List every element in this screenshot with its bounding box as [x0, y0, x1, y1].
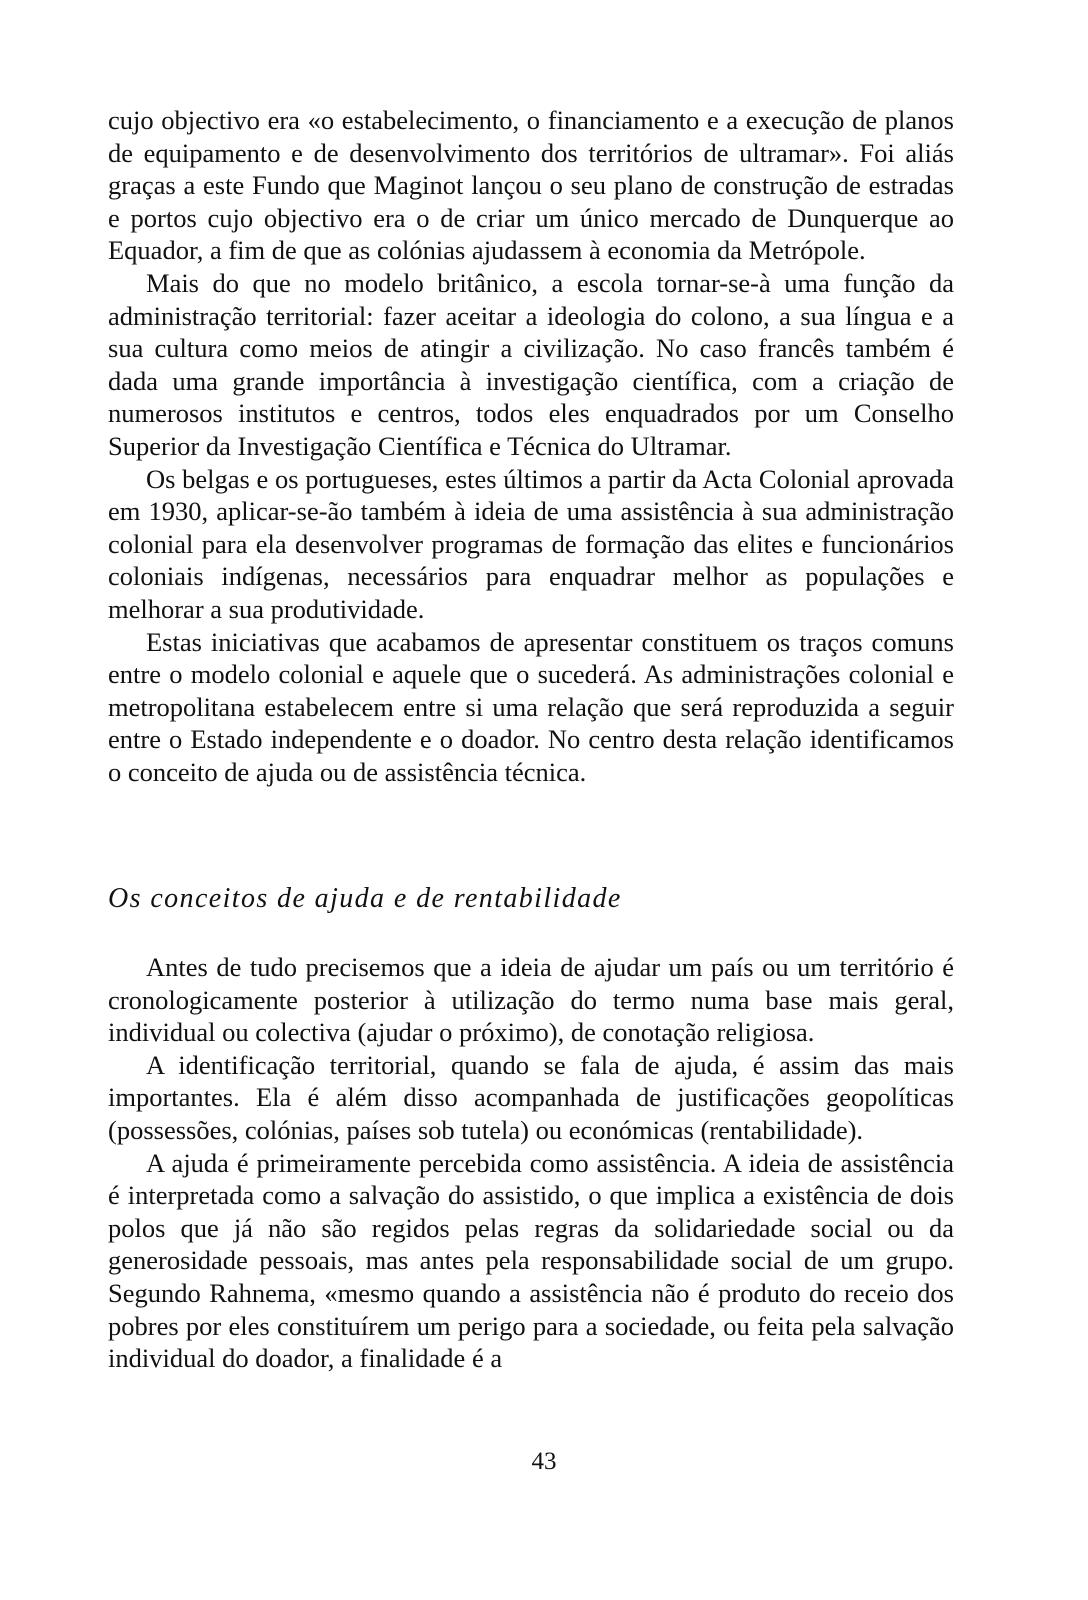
paragraph-territorial-identification: A identificação territorial, quando se fala de ajuda, é assim das mais importantes. Ela é além disso acompanhada de justificações geopolíticas (possessões, colónias, países sob tutela) ou económicas (rentabilidade).	[108, 1049, 954, 1145]
paragraph-school: Mais do que no modelo britânico, a escola tornar-se-à uma função da administração territorial: fazer aceitar a ideologia do colono, a sua língua e a sua cultura como meios de atingir a civilização. No caso francês também é dada uma grande importância à investigação científica, com a criação de numerosos institutos e centros, todos eles enquadrados por um Conselho Superior da Investigação Científica e Técnica do Ultramar.	[108, 267, 954, 461]
paragraph-continuation: cujo objectivo era «o estabelecimento, o financiamento e a execução de planos de equipamento e de desenvolvimento dos territórios de ultramar». Foi aliás graças a este Fundo que Maginot lançou o seu plano de construção de estradas e portos cujo objectivo era o de criar um único mercado de Dunquerque ao Equador, a fim de que as colónias ajudassem à economia da Metrópole.	[108, 105, 954, 266]
section-heading: Os conceitos de ajuda e de rentabilidade	[108, 883, 622, 914]
paragraph-initiatives: Estas iniciativas que acabamos de apresentar constituem os traços comuns entre o modelo colonial e aquele que o sucederá. As administrações colonial e metropolitana estabelecem entre si uma relação que será reproduzida a seguir entre o Estado independente e o doador. No centro desta relação identificamos o conceito de ajuda ou de assistência técnica.	[108, 626, 954, 787]
page-number: 43	[531, 1448, 557, 1475]
paragraph-help-idea: Antes de tudo precisemos que a ideia de ajudar um país ou um território é cronologicamente posterior à utilização do termo numa base mais geral, individual ou colectiva (ajudar o próximo), de conotação religiosa.	[108, 952, 954, 1048]
paragraph-assistance: A ajuda é primeiramente percebida como assistência. A ideia de assistência é interpretada como a salvação do assistido, o que implica a existência de dois polos que já não são regidos pelas regras da solidariedade social ou da generosidade pessoais, mas antes pela responsabilidade social de um grupo. Segundo Rahnema, «mesmo quando a assistência não é produto do receio dos pobres por eles constituírem um perigo para a sociedade, ou feita pela salvação individual do doador, a finalidade é a	[108, 1147, 954, 1374]
body-text-top	[108, 104, 954, 788]
body-text-bottom	[108, 951, 954, 1375]
paragraph-belgians-portuguese: Os belgas e os portugueses, estes últimos a partir da Acta Colonial aprovada em 1930, aplicar-se-ão também à ideia de uma assistência à sua administração colonial para ela desenvolver programas de formação das elites e funcionários coloniais indígenas, necessários para enquadrar melhor as populações e melhorar a sua produtividade.	[108, 463, 954, 624]
